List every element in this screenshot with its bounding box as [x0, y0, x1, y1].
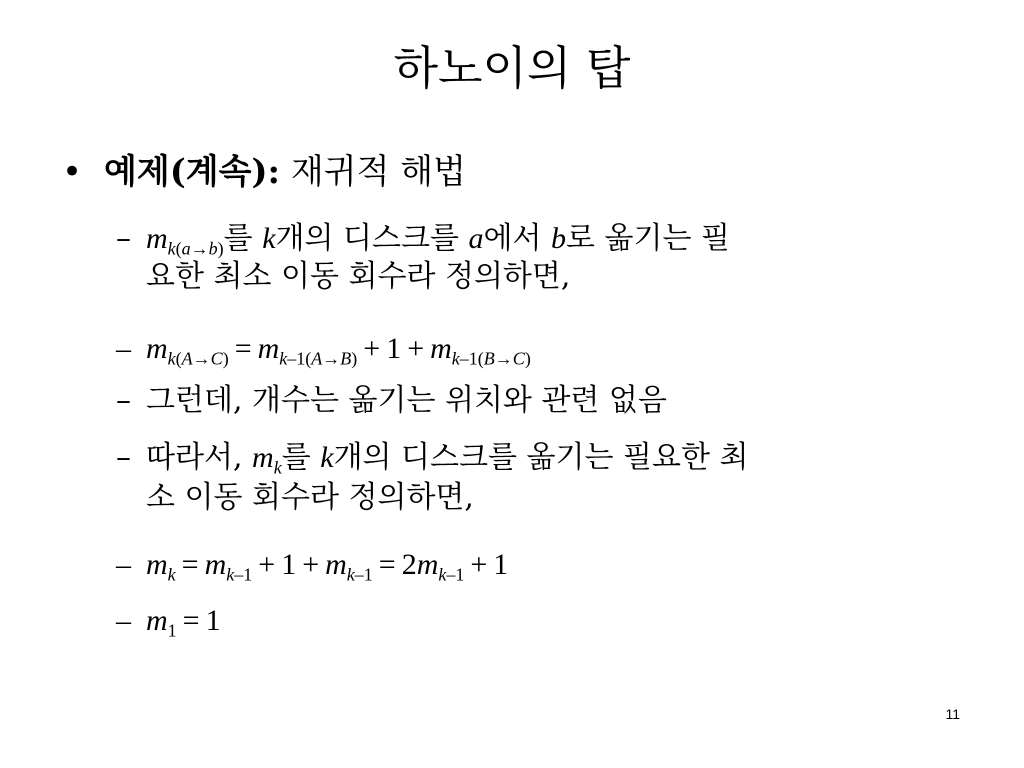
- math-m: m: [146, 548, 168, 581]
- dash: –: [116, 440, 131, 475]
- math-sub: b: [208, 238, 218, 259]
- math-m: m: [430, 332, 452, 365]
- math-m: m: [146, 222, 168, 255]
- math-sub: k: [273, 457, 282, 478]
- sub-item-formula: [116, 546, 956, 584]
- equals: =: [182, 604, 200, 637]
- math-sub: –1: [234, 564, 253, 585]
- text: 개의 디스크를: [275, 221, 459, 256]
- math-sub: 1: [167, 620, 177, 641]
- main-bullet: [62, 150, 466, 194]
- dash: –: [116, 383, 131, 418]
- math-m: m: [257, 332, 280, 365]
- number: 1: [386, 332, 402, 365]
- math-sub: C: [512, 348, 525, 369]
- math-sub: k: [167, 238, 176, 259]
- math-sub: A: [311, 348, 323, 369]
- arrow: →: [494, 348, 513, 369]
- arrow: →: [322, 348, 341, 369]
- bullet-label: 예제(계속):: [104, 152, 281, 192]
- number: 1: [205, 604, 221, 637]
- text: 따라서,: [146, 440, 243, 475]
- number: 2: [401, 548, 417, 581]
- math-k: k: [262, 222, 276, 255]
- math-sub: –1: [459, 348, 478, 369]
- math-sub: k: [167, 348, 176, 369]
- number: 1: [493, 548, 509, 581]
- sub-item-note: [116, 382, 956, 420]
- sub-item-definition: – $m_{k(a\to b)}$를 k개의 디스크를 a에서 b로 옮기는 필 요한 최소 이동 회수라 정의하면,: [116, 220, 956, 296]
- math-m: m: [204, 548, 227, 581]
- math-a: a: [468, 222, 484, 255]
- math-m: m: [146, 332, 168, 365]
- math-sub: k: [346, 564, 355, 585]
- equals: =: [234, 332, 252, 365]
- page-number: 11: [945, 706, 960, 722]
- continuation-text: 소 이동 회수라 정의하면,: [146, 480, 474, 515]
- sub-item-redefinition: [116, 438, 956, 518]
- plus: +: [363, 332, 381, 365]
- dash: –: [116, 548, 131, 581]
- plus: +: [407, 332, 425, 365]
- math-m: m: [325, 548, 347, 581]
- text: 를: [223, 221, 253, 256]
- text: 그런데, 개수는 옮기는 위치와 관련 없음: [146, 383, 667, 418]
- math-sub: B: [340, 348, 352, 369]
- math-k: k: [320, 441, 334, 474]
- dash: –: [116, 221, 131, 256]
- equals: =: [378, 548, 396, 581]
- math-sub: –1: [287, 348, 306, 369]
- math-sub: k: [279, 348, 288, 369]
- math-sub: k: [438, 564, 447, 585]
- arrow: →: [192, 348, 211, 369]
- text: 를: [281, 440, 311, 475]
- math-m: m: [146, 604, 168, 637]
- math-m: m: [416, 548, 439, 581]
- plus: +: [258, 548, 276, 581]
- math-sub: k: [451, 348, 460, 369]
- continuation-text: 요한 최소 이동 회수라 정의하면,: [146, 259, 571, 294]
- text: 로 옮기는 필: [566, 221, 730, 256]
- bullet-dot: •: [62, 152, 83, 192]
- arrow: →: [190, 238, 209, 259]
- math-sub: k: [167, 564, 176, 585]
- number: 1: [281, 548, 297, 581]
- sub-item-base-case: [116, 602, 956, 640]
- math-m: m: [252, 441, 274, 474]
- math-sub: C: [210, 348, 223, 369]
- math-sub: A: [181, 348, 193, 369]
- math-sub: a: [181, 238, 191, 259]
- equals: =: [181, 548, 199, 581]
- dash: –: [116, 332, 131, 365]
- bullet-text: 재귀적 해법: [290, 152, 466, 192]
- text: 개의 디스크를 옮기는 필요한 최: [333, 440, 749, 475]
- math-sub: –1: [354, 564, 373, 585]
- math-sub: –1: [446, 564, 465, 585]
- sub-item-recurrence: – $m_{k(A\to C)} = m_{k-1(A\to B)} + 1 + m_{k-1(B\to C)}$: [116, 332, 531, 369]
- math-b: b: [551, 222, 567, 255]
- math-sub: B: [483, 348, 495, 369]
- slide-title: 하노이의 탑: [393, 41, 631, 95]
- dash: –: [116, 604, 131, 637]
- plus: +: [302, 548, 320, 581]
- plus: +: [470, 548, 488, 581]
- math-sub: k: [226, 564, 235, 585]
- text: 에서: [483, 221, 542, 256]
